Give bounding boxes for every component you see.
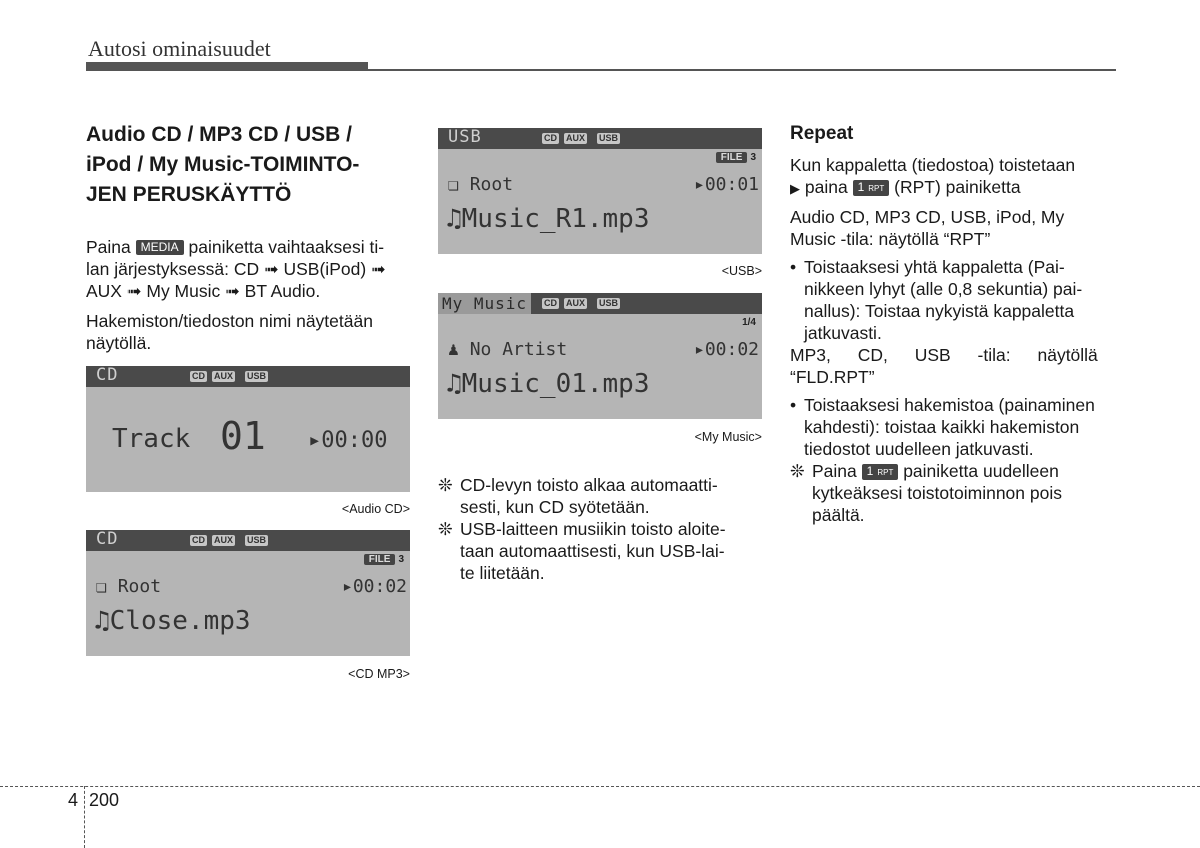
song-title: ♫Close.mp3 [94, 606, 251, 636]
song-title: ♫Music_R1.mp3 [446, 204, 650, 234]
play-time: ▸00:02 [694, 339, 760, 360]
audio-cd-display [86, 366, 410, 492]
media-line-2: lan järjestyksessä: CD ➟ USB(iPod) ➟ [86, 259, 386, 279]
header-bar [86, 62, 368, 69]
folder-mode-line-2: “FLD.RPT” [790, 367, 875, 387]
track-number: 01 [220, 414, 266, 458]
repeat-heading: Repeat [790, 123, 854, 144]
heading-line-1: Audio CD / MP3 CD / USB / [86, 123, 353, 146]
caption-my-music: <My Music> [694, 430, 762, 444]
track-label: Track [112, 424, 191, 454]
header-rule [86, 69, 1116, 71]
my-music-display [438, 293, 762, 419]
caption-audio-cd: <Audio CD> [341, 502, 410, 516]
display-mode: CD [96, 529, 119, 549]
media-key: MEDIA [136, 240, 184, 255]
file-count: 3 [750, 152, 756, 163]
file-badge: FILE [716, 152, 748, 163]
rpt-key: 1 RPT [862, 464, 899, 480]
bullet-single: • Toistaaksesi yhtä kappaletta (Pai- nikkeen lyhyt (alle 0,8 sekuntia) pai- nallus): Toistaa nykyistä kappaletta jatkuvasti. [790, 257, 1083, 343]
dir-line-1: Hakemiston/tiedoston nimi näytetään [86, 311, 373, 331]
display-mode: My Music [438, 293, 531, 314]
bullet-folder: • Toistaaksesi hakemistoa (painaminen kahdesti): toistaa kaikki hakemiston tiedostot uudelleen jatkuvasti. [790, 395, 1095, 459]
aux-badge: AUX [566, 298, 586, 308]
play-time: ▸00:00 [308, 428, 388, 453]
media-line-3: AUX ➟ My Music ➟ BT Audio. [86, 281, 321, 301]
aux-badge: AUX [214, 371, 234, 381]
heading-line-2: iPod / My Music-TOIMINTO- [86, 153, 360, 176]
folder-name: ❏ Root [448, 174, 514, 195]
running-header: Autosi ominaisuudet [88, 36, 271, 61]
chapter-number: 4 [68, 790, 79, 810]
usb-badge: USB [247, 371, 267, 381]
track-count: 1/4 [742, 317, 756, 328]
note-mark-icon: ❊ [438, 475, 453, 495]
folder-icon: ❏ [448, 174, 470, 195]
usb-badge: USB [599, 133, 619, 143]
cd-badge: CD [544, 298, 557, 308]
note-mark-icon: ❊ [438, 519, 453, 539]
footer-divider [84, 786, 85, 848]
usb-badge: USB [599, 298, 619, 308]
cd-badge: CD [192, 535, 205, 545]
file-count: 3 [398, 554, 404, 565]
note-repeat-off: ❊ Paina 1 RPT painiketta uudelleen kytkeäksesi toistotoiminnon pois päältä. [790, 461, 1062, 525]
cd-badge: CD [544, 133, 557, 143]
file-indicator [716, 152, 756, 163]
caption-cd-mp3: <CD MP3> [348, 667, 410, 681]
display-mode: USB [448, 127, 482, 147]
media-line-1 [86, 236, 411, 258]
footer-rule [0, 786, 1200, 787]
repeat-line-2: ▶ paina 1 RPT (RPT) painiketta [790, 177, 1021, 197]
file-indicator [364, 554, 404, 565]
song-title: ♫Music_01.mp3 [446, 369, 650, 399]
media-paragraph [86, 236, 411, 354]
media-text-a: Paina [86, 237, 131, 257]
heading-line-3: JEN PERUSKÄYTTÖ [86, 183, 292, 206]
usb-display [438, 128, 762, 254]
section-heading [86, 120, 411, 210]
rpt-key: 1 RPT [853, 180, 890, 196]
aux-badge: AUX [214, 535, 234, 545]
note-cd: ❊ CD-levyn toisto alkaa automaatti- sesti, kun CD syötetään. [438, 475, 718, 517]
notes [438, 474, 763, 584]
mode-line-2: Music -tila: näytöllä “RPT” [790, 229, 991, 249]
repeat-line-1: Kun kappaletta (tiedostoa) toistetaan [790, 155, 1076, 175]
cd-mp3-display [86, 530, 410, 656]
play-time: ▸00:02 [342, 576, 408, 597]
dir-line-2: näytöllä. [86, 333, 152, 353]
mode-line-1: Audio CD, MP3 CD, USB, iPod, My [790, 207, 1065, 227]
note-usb: ❊ USB-laitteen musiikin toisto aloite- taan automaattisesti, kun USB-lai- te liitetään. [438, 519, 726, 583]
aux-badge: AUX [566, 133, 586, 143]
cd-badge: CD [192, 371, 205, 381]
page-number: 200 [89, 790, 120, 810]
folder-icon: ❏ [96, 576, 118, 597]
person-icon: ♟ [448, 339, 470, 360]
usb-badge: USB [247, 535, 267, 545]
repeat-section [790, 120, 1115, 526]
folder-name: ❏ Root [96, 576, 162, 597]
arrow-icon: ▶ [790, 181, 800, 196]
play-time: ▸00:01 [694, 174, 760, 195]
media-text-b: painiketta vaihtaaksesi ti- [188, 237, 385, 257]
caption-usb: <USB> [721, 264, 762, 278]
note-mark-icon: ❊ [790, 461, 805, 481]
file-badge: FILE [364, 554, 396, 565]
display-mode: CD [96, 365, 119, 385]
artist-name: ♟ No Artist [448, 339, 568, 360]
folder-mode-line-1: MP3, CD, USB -tila: näytöllä [790, 345, 1098, 365]
